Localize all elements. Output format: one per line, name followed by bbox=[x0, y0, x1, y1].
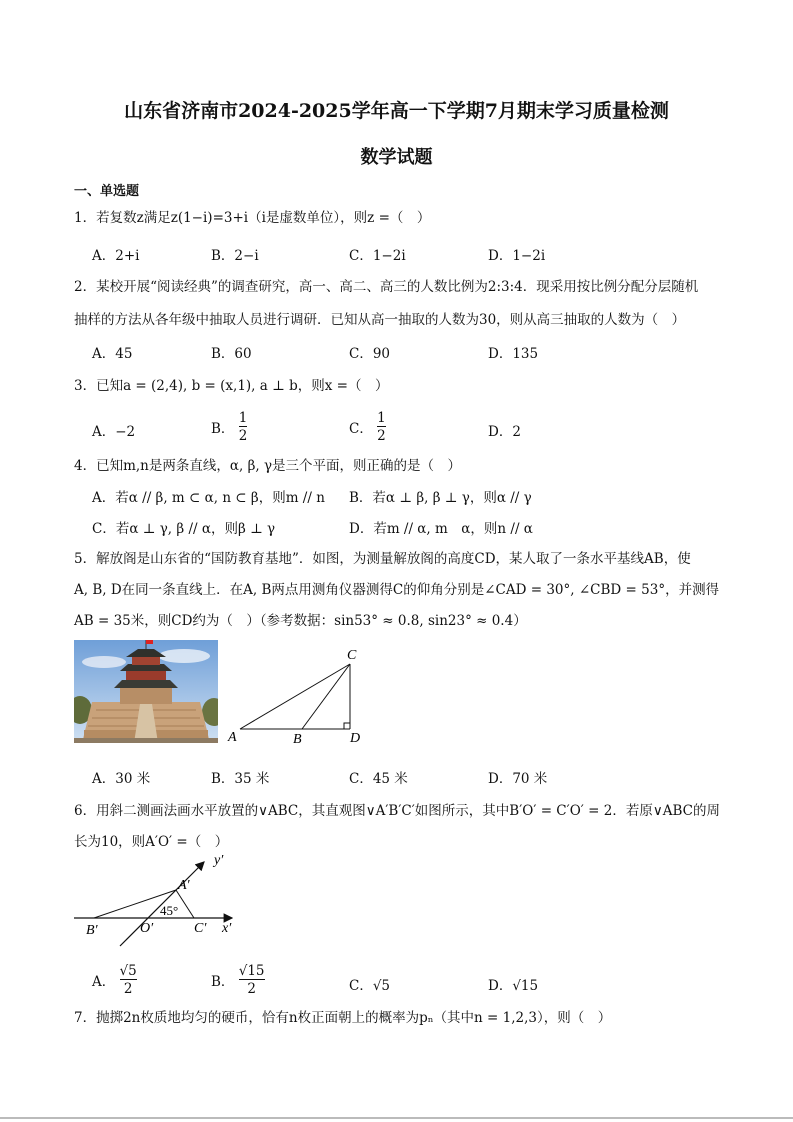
exam-title: 山东省济南市2024-2025学年高一下学期7月期末学习质量检测 bbox=[124, 100, 669, 122]
fraction-numerator: 1 bbox=[238, 410, 248, 426]
axis-label-x: x′ bbox=[222, 921, 232, 936]
q5-option-c[interactable]: C．45 米 bbox=[349, 771, 408, 787]
q6-option-b-fraction bbox=[239, 963, 265, 997]
point-label-c-prime: C′ bbox=[194, 921, 207, 936]
q4-option-d[interactable]: D．若m // α, m α，则n // α bbox=[349, 521, 533, 537]
q6-option-a-fraction bbox=[120, 963, 137, 997]
q3-option-c-label: C． bbox=[349, 421, 373, 438]
q3-option-c-fraction bbox=[377, 410, 386, 444]
segment-ac bbox=[240, 664, 350, 729]
fraction-numerator: √15 bbox=[238, 963, 265, 979]
liberation-pavilion-photo bbox=[74, 640, 218, 743]
angle-label: 45° bbox=[160, 903, 179, 918]
fraction-denominator: 2 bbox=[239, 979, 265, 997]
fraction-denominator: 2 bbox=[377, 428, 386, 445]
question-7-text: 7．抛掷2n枚质地均匀的硬币，恰有n枚正面朝上的概率为pₙ（其中n = 1,2,3），则（ ） bbox=[74, 1010, 612, 1026]
question-6-line-1: 6．用斜二测画法画水平放置的∨ABC，其直观图∨A′B′C′如图所示，其中B′O′ = C′O′ = 2．若原∨ABC的周 bbox=[74, 803, 720, 819]
triangle-figure bbox=[226, 644, 366, 748]
q2-option-b[interactable]: B．60 bbox=[211, 346, 252, 362]
point-label-a: A bbox=[228, 730, 237, 745]
q3-option-b-fraction bbox=[239, 410, 248, 444]
segment-bc bbox=[302, 664, 350, 729]
point-label-d: D bbox=[350, 731, 361, 746]
question-5-line-3: AB = 35米，则CD约为（ ）（参考数据：sin53° ≈ 0.8, sin23° ≈ 0.4） bbox=[74, 613, 527, 629]
q6-option-a[interactable] bbox=[92, 963, 137, 997]
q3-option-d[interactable]: D．2 bbox=[488, 424, 521, 440]
point-label-o-prime: O′ bbox=[140, 921, 154, 936]
section-heading: 一、单选题 bbox=[74, 184, 140, 199]
q6-option-b[interactable] bbox=[211, 963, 265, 997]
q1-option-d[interactable]: D．1−2i bbox=[488, 248, 546, 264]
segment-a-c bbox=[176, 890, 194, 918]
q5-option-a[interactable]: A．30 米 bbox=[92, 771, 151, 787]
q5-option-d[interactable]: D．70 米 bbox=[488, 771, 548, 787]
point-label-c: C bbox=[347, 648, 357, 663]
oblique-drawing-figure bbox=[70, 852, 250, 952]
q6-option-a-label: A． bbox=[92, 974, 116, 991]
q4-option-c[interactable]: C．若α ⊥ γ, β // α，则β ⊥ γ bbox=[92, 521, 276, 537]
q1-option-c[interactable]: C．1−2i bbox=[349, 248, 406, 264]
question-5-line-1: 5．解放阁是山东省的“国防教育基地”．如图，为测量解放阁的高度CD，某人取了一条水平基线AB，使 bbox=[74, 551, 691, 567]
q2-option-c[interactable]: C．90 bbox=[349, 346, 391, 362]
q2-option-a[interactable]: A．45 bbox=[92, 346, 133, 362]
fraction-denominator: 2 bbox=[120, 979, 137, 997]
q4-option-b[interactable]: B．若α ⊥ β, β ⊥ γ，则α // γ bbox=[349, 490, 532, 506]
right-angle-marker bbox=[344, 723, 350, 729]
question-4-text: 4．已知m,n是两条直线，α, β, γ是三个平面，则正确的是（ ） bbox=[74, 458, 462, 474]
q3-option-a[interactable]: A．−2 bbox=[92, 424, 136, 440]
exam-subtitle: 数学试题 bbox=[360, 147, 433, 168]
question-5-line-2: A, B, D在同一条直线上．在A, B两点用测角仪器测得C的仰角分别是∠CAD = 30°, ∠CBD = 53°，并测得 bbox=[74, 582, 720, 598]
q3-option-b[interactable] bbox=[211, 410, 247, 444]
fraction-numerator: √5 bbox=[119, 963, 137, 979]
question-6-line-2: 长为10，则A′O′ =（ ） bbox=[74, 834, 229, 850]
q6-option-c[interactable]: C．√5 bbox=[349, 978, 391, 994]
question-2-line-2: 抽样的方法从各年级中抽取人员进行调研．已知从高一抽取的人数为30，则从高三抽取的人数为（ ） bbox=[74, 312, 686, 328]
q1-option-a[interactable]: A．2+i bbox=[92, 248, 140, 264]
question-1-text: 1．若复数z满足z(1−i)=3+i（i是虚数单位），则z =（ ） bbox=[74, 210, 431, 226]
q2-option-d[interactable]: D．135 bbox=[488, 346, 539, 362]
q5-option-b[interactable]: B．35 米 bbox=[211, 771, 270, 787]
page-bottom-rule bbox=[0, 1117, 793, 1119]
q3-option-b-label: B． bbox=[211, 421, 235, 438]
question-2-line-1: 2．某校开展“阅读经典”的调查研究，高一、高二、高三的人数比例为2:3:4．现采用按比例分配分层随机 bbox=[74, 279, 699, 295]
axis-label-y: y′ bbox=[214, 853, 224, 868]
q1-option-b[interactable]: B．2−i bbox=[211, 248, 259, 264]
q3-option-c[interactable] bbox=[349, 410, 386, 444]
fraction-denominator: 2 bbox=[238, 428, 248, 445]
q4-option-a[interactable]: A．若α // β, m ⊂ α, n ⊂ β，则m // n bbox=[92, 490, 325, 506]
q6-option-b-label: B． bbox=[211, 974, 235, 991]
point-label-a-prime: A′ bbox=[178, 878, 190, 893]
q6-option-d[interactable]: D．√15 bbox=[488, 978, 539, 994]
point-label-b: B bbox=[293, 732, 302, 747]
fraction-numerator: 1 bbox=[377, 410, 386, 426]
point-label-b-prime: B′ bbox=[86, 923, 98, 938]
question-3-text: 3．已知a = (2,4), b = (x,1), a ⊥ b，则x =（ ） bbox=[74, 378, 389, 394]
